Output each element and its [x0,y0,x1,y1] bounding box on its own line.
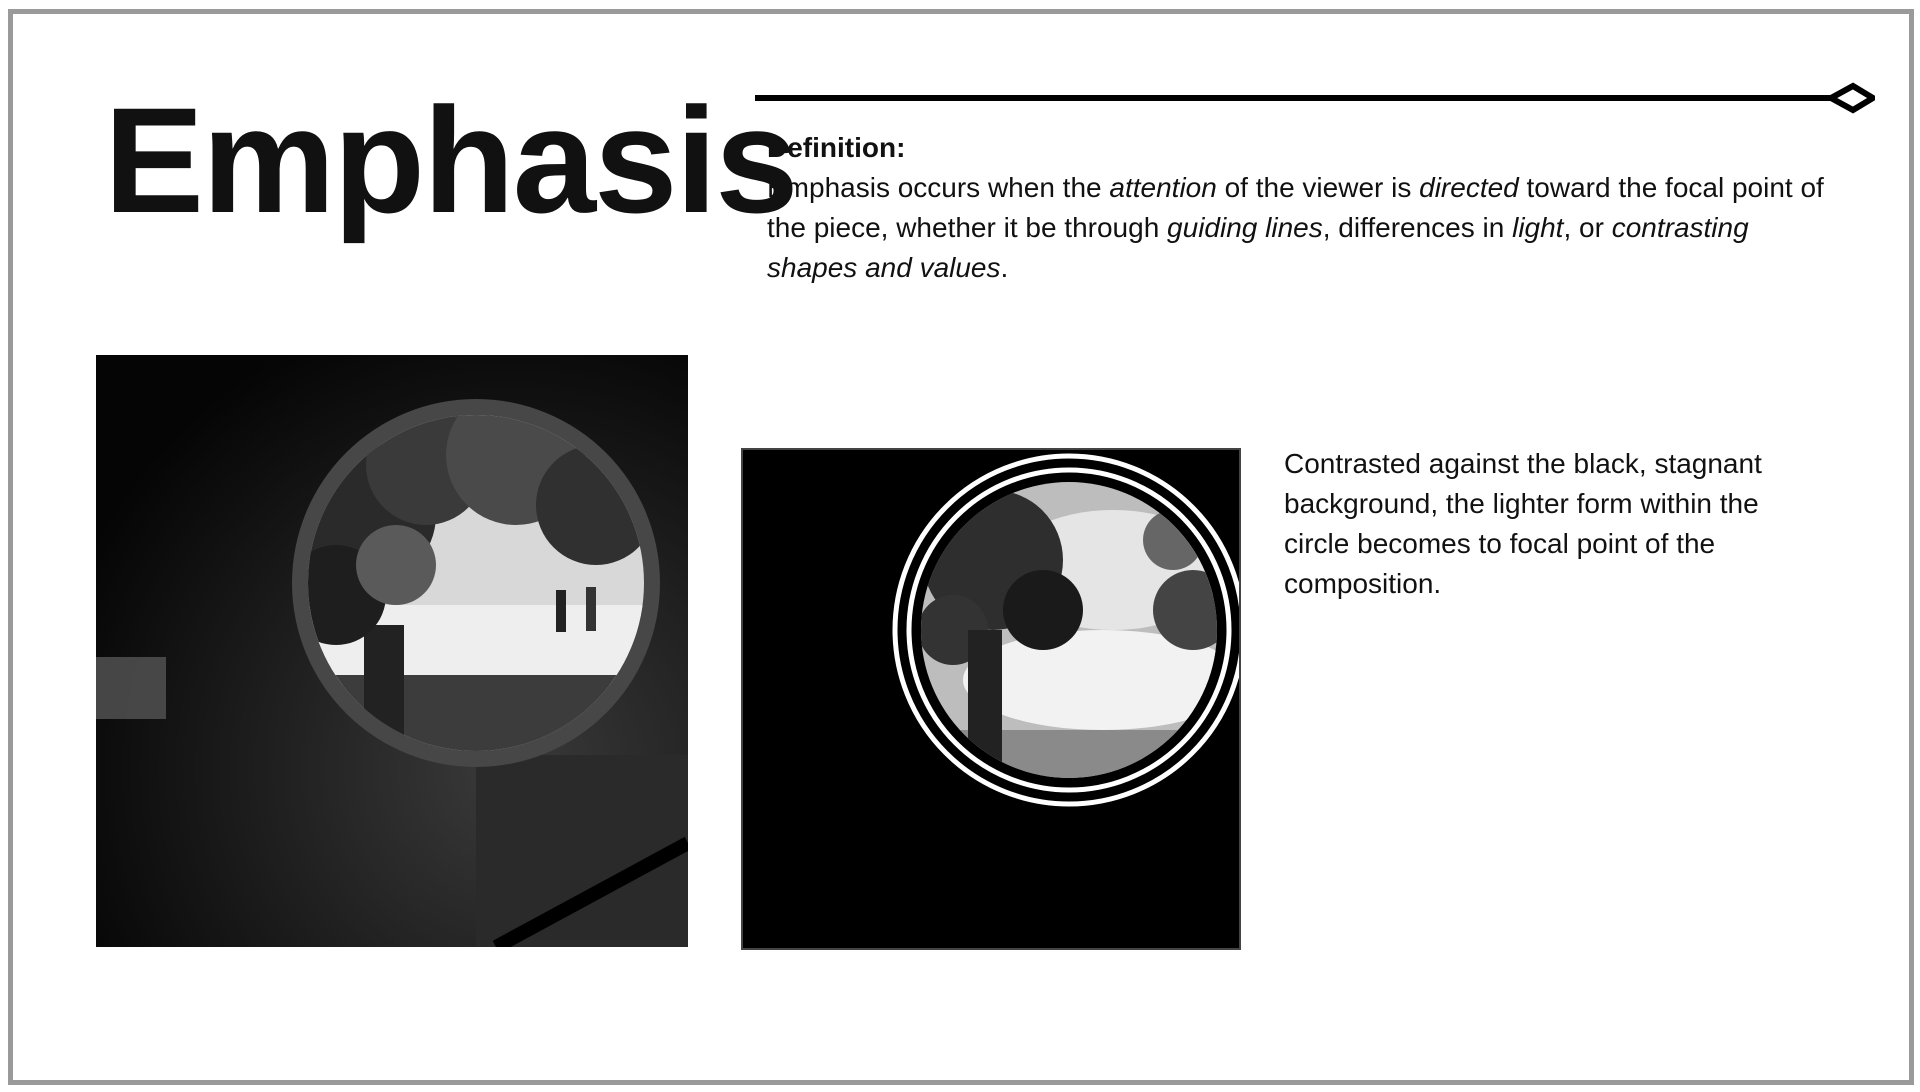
slide-title: Emphasis [104,76,797,244]
drawing-circle-focal [741,448,1241,950]
definition-label: Definition: [767,132,906,163]
definition-segment: toward the focal point of the piece, whether it be through [767,172,1824,243]
diamond-icon [1831,86,1873,110]
definition-emphasis: contrasting shapes and values [767,212,1749,283]
definition-block [767,128,1827,288]
decorative-rule [755,80,1875,116]
definition-segment: , or [1563,212,1612,243]
definition-emphasis: attention [1109,172,1217,203]
definition-emphasis: guiding lines [1167,212,1323,243]
caption-text: Contrasted against the black, stagnant background, the lighter form within the circle becomes to focal point of the composition. [1284,448,1762,599]
definition-segment: of the viewer is [1216,172,1420,203]
definition-segment: . [1000,252,1009,283]
photo-circle-window [96,355,688,947]
definition-emphasis: directed [1419,172,1519,203]
definition-emphasis: light [1512,212,1564,243]
definition-text [767,172,1824,283]
definition-segment: , differences in [1322,212,1513,243]
definition-segment: Emphasis occurs when the [767,172,1110,203]
